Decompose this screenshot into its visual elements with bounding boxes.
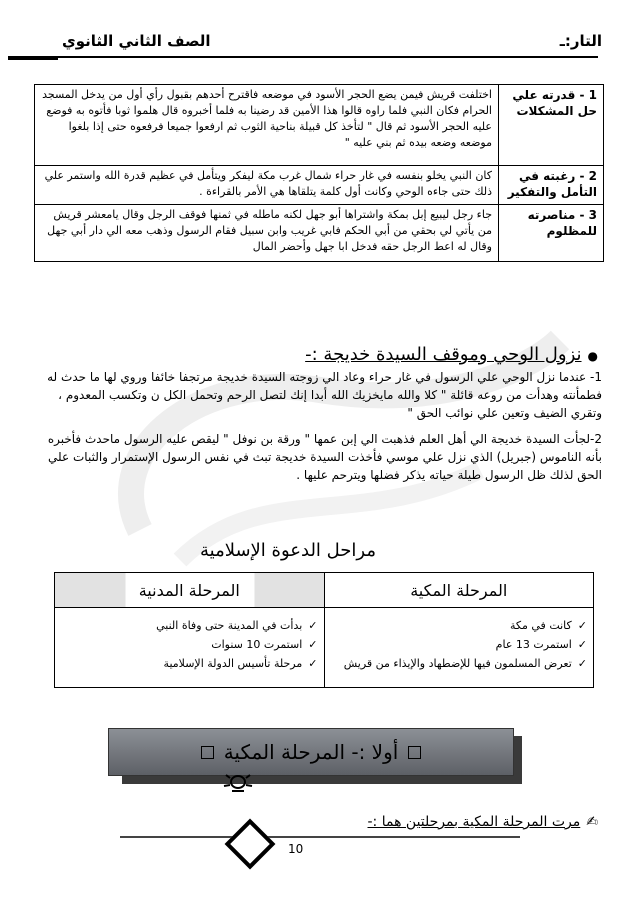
check-icon: ✓ (308, 638, 318, 651)
row-label: 3 - مناصرته للمظلوم (499, 205, 604, 262)
list-item: ✓تعرض المسلمون فيها للإضطهاد والإيذاء من قريش (343, 657, 587, 670)
section-title: ●نزول الوحي وموقف السيدة خديجة :- (305, 344, 598, 365)
header-madinah: المرحلة المدنية (55, 573, 325, 608)
bullet-icon: ● (587, 349, 598, 363)
row-text: جاء رجل ليبيع إبل بمكة واشتراها أبو جهل لكنه ماطله في ثمنها فوقف الرجل وقال يامعشر قريش من يأتي لي بحقي من أبي الحكم فابي غريب وابن سبيل فقام الرسول وذهب معه الي دار أبي جهل وقال له اعط الرجل حقه فدخل ابا جهل وأحضر المال (35, 205, 499, 262)
list-item: ✓استمرت 10 سنوات (211, 638, 318, 651)
qualities-table (34, 84, 604, 262)
check-icon: ✓ (577, 657, 587, 670)
row-label: 1 - قدرته علي حل المشكلات (499, 85, 604, 166)
check-icon: ✓ (577, 638, 587, 651)
header-term: التار:ـ (559, 32, 602, 50)
header-rule (32, 56, 598, 58)
check-icon: ✓ (308, 619, 318, 632)
list-item: ✓بدأت في المدينة حتى وفاة النبي (156, 619, 318, 632)
stages-table (54, 572, 594, 688)
row-text: كان النبي يخلو بنفسه في غار حراء شمال غرب مكة ليفكر ويتأمل في عظيم قدرة الله واستمر علي ذلك حتى جاءه الوحي وكانت أول كلمة يتلقاها هي الأمر بالقراءة . (35, 166, 499, 205)
check-icon: ✓ (308, 657, 318, 670)
square-icon (201, 746, 214, 759)
bottom-note: ✍مرت المرحلة المكية بمرحلتين هما :- (367, 814, 598, 830)
madinah-list (55, 608, 325, 688)
row-label: 2 - رغبته في التأمل والتفكير (499, 166, 604, 205)
header-rule-accent (8, 56, 58, 60)
check-icon: ✓ (577, 619, 587, 632)
lamp-icon (220, 772, 256, 794)
footer-rule (120, 836, 520, 838)
page-number: 10 (288, 842, 304, 856)
header-grade: الصف الثاني الثانوي (62, 32, 211, 50)
list-item: ✓استمرت 13 عام (495, 638, 587, 651)
makkah-stage-banner: أولا :- المرحلة المكية (108, 728, 514, 776)
row-text: اختلفت قريش فيمن يضع الحجر الأسود في موضعه فاقترح أحدهم بقبول رأي أول من يدخل المسجد الحرام فكان النبي فلما راوه قالوا هذا الأمين قد رضينا به فلما أخبروه قال هلموا ثوبا فأتوه به فوضع عليه الحجر الأسود ثم قال " لتأخذ كل قبيلة بناحية الثوب ثم ارفعوا جميعا فرفعوه حتى إذا بلغوا موضعه وضعه بيده ثم بني عليه " (35, 85, 499, 166)
table-row (35, 205, 604, 262)
header-makkah: المرحلة المكية (324, 573, 594, 608)
paragraph-1: 1- عندما نزل الوحي علي الرسول في غار حراء وعاد الي زوجته السيدة خديجة مرتجفا خائفا وروي لها ما حدث له فطمأنته وهدأت من روعه قائلة " كلا والله مايخزيك الله أبدا إنك لتصل الرحم وتحمل الكل ن وتكسب المعدوم ، وتقري الضيف وتعين علي نوائب الحق " (47, 370, 602, 420)
writing-hand-icon: ✍ (586, 814, 598, 830)
square-icon (408, 746, 421, 759)
stages-title: مراحل الدعوة الإسلامية (200, 540, 376, 561)
list-item: ✓مرحلة تأسيس الدولة الإسلامية (163, 657, 318, 670)
table-row (35, 166, 604, 205)
table-row (35, 85, 604, 166)
list-item: ✓كانت في مكة (510, 619, 587, 632)
makkah-list (324, 608, 594, 688)
diamond-ornament (225, 819, 276, 870)
paragraph-2: 2-لجأت السيدة خديجة الي أهل العلم فذهبت الي إبن عمها " ورقة بن نوفل " ليقص عليه الرسول ماحدث فأخبره بأنه الناموس (جبريل) الذي نزل علي موسي فأخذت السيدة خديجة تبث في نفس الرسول الإستمرار والثبات علي الحق لذلك ظل الرسول طيلة حياته يذكر فضلها ويترحم عليها . (47, 432, 602, 482)
